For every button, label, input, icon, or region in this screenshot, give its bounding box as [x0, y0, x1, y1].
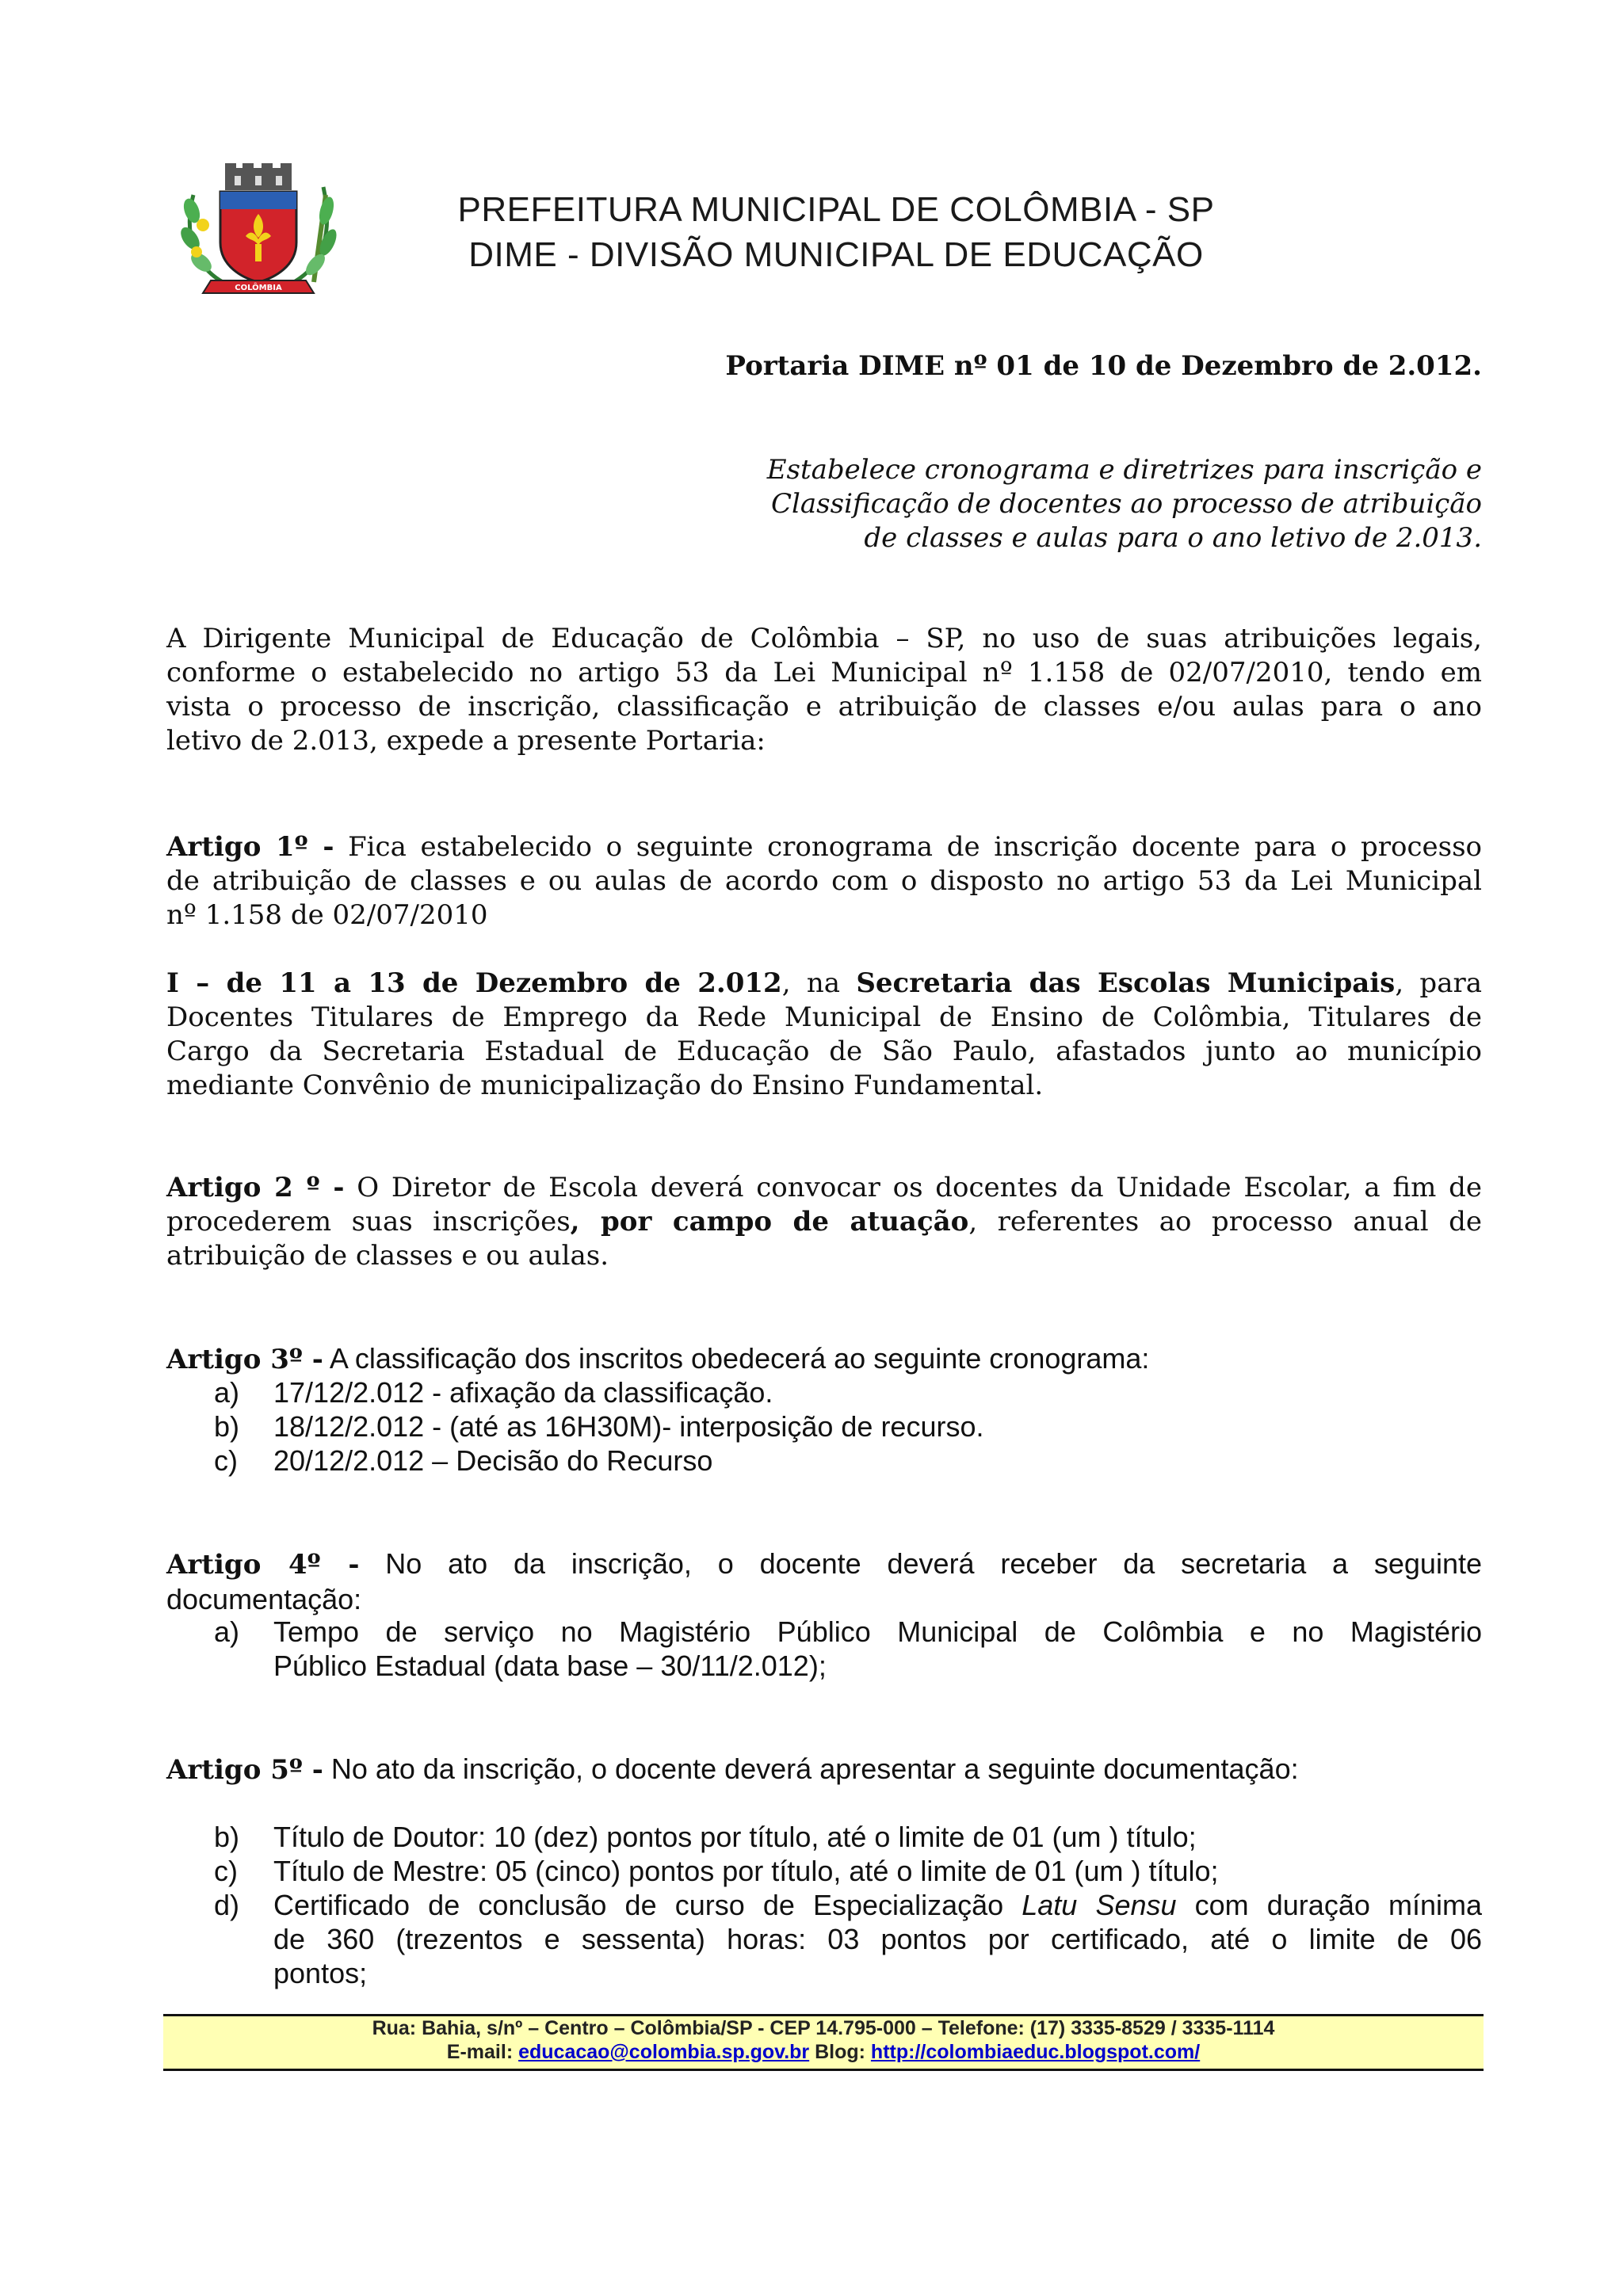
email-link[interactable]: educacao@colombia.sp.gov.br [518, 2041, 810, 2063]
artigo-2-line: Artigo 2 º - O Diretor de Escola deverá convocar os docentes da Unidade Escolar, a fim de [166, 1172, 1482, 1203]
artigo-2-label: Artigo 2 º - [166, 1172, 345, 1203]
ementa-line: Classificação de docentes ao processo de atribuição [771, 488, 1482, 520]
crest-banner [203, 280, 314, 293]
artigo-2-paragraph [166, 1171, 1482, 1273]
footer-address: Rua: Bahia, s/nº – Centro – Colômbia/SP - CEP 14.795-000 – Telefone: (17) 3335-8529 / 3335-1114 [372, 2017, 1275, 2039]
inciso-1-line: Cargo da Secretaria Estadual de Educação de São Paulo, afastados junto ao município [166, 1035, 1482, 1067]
artigo-1-label: Artigo 1º - [166, 831, 334, 863]
coat-of-arms-logo [179, 163, 338, 298]
crest-mural-crown [225, 163, 292, 190]
artigo-4-line: Artigo 4º - No ato da inscrição, o docente deverá receber da secretaria a seguinte [166, 1547, 1482, 1581]
footer-contacts: E-mail: educacao@colombia.sp.gov.br Blog: http://colombiaeduc.blogspot.com/ [446, 2041, 1201, 2063]
crest-right-branch [294, 187, 338, 282]
preambulo-line: vista o processo de inscrição, classificação e atribuição de classes e/ou aulas para o ano [166, 691, 1482, 723]
artigo-1-line: de atribuição de classes e ou aulas de acordo com o disposto no artigo 53 da Lei Municipal [166, 865, 1482, 897]
page-footer [163, 2014, 1484, 2071]
document-page: COLÔMBIA PREFEITURA MUNICIPAL DE COLÔMBIA - SP DIME - DIVISÃO MUNICIPAL DE EDUCAÇÃO Portaria DIME nº 01 de 10 de Dezembro de 2.012. Estabelece cronograma e diretrizes para inscrição e Classificação de docentes ao processo de atribuição de classes e aulas para o ano letivo de 2.013. A Dirigente Municipal de Educação de Colômbia – SP, no uso de suas atribuições legais, conforme o estabelecido no artigo 53 da Lei Municipal nº 1.158 de 02/07/2010, tendo em vista o processo de inscrição, classificação e atribuição de classes e/ou aulas para o ano letivo de 2.013, expede a presente Portaria: Artigo 1º - Fica estabelecido o seguinte cronograma de inscrição docente para o processo de atribuição de classes e ou aulas de acordo com o disposto no artigo 53 da Lei Municipal nº 1.158 de 02/07/2010 I – de 11 a 13 de Dezembro de 2.012, na Secretaria das Escolas Municipais, para Docentes Titulares de Emprego da Rede Municipal de Ensino de Colômbia, Titulares de Cargo da Secretaria Estadual de Educação de São Paulo, afastados junto ao município mediante Convênio de municipalização do Ensino Fundamental. Artigo 2 º - O Diretor de Escola deverá convocar os docentes da Unidade Escolar, a fim de procederem suas inscrições, por campo de atuação, referentes ao processo anual de atribuição de classes e ou aulas. Artigo 3º - A classificação dos inscritos obedecerá ao seguinte cronograma: a) 17/12/2.012 - afixação da classificação. b) 18/12/2.012 - (até as 16H30M)- interposição de recurso. c) 20/12/2.012 – Decisão do Recurso Artigo 4º - No ato da inscrição, o docente deverá receber da secretaria a seguinte documentação: a) Tempo de serviço no Magistério Público Municipal de Colômbia e no Magistério Público Estadual (data base – 30/11/2.012); Artigo 5º - No ato da inscrição, o docente deverá apresentar a seguinte documentação: b) Título de Doutor: 10 (dez) pontos por título, até o limite de 01 (um ) título; c) Título de Mestre: 05 (cinco) pontos por título, até o limite de 01 (um ) título; d) Certificado de conclusão de curso de Especialização Latu Sensu com duração mínima de 360 (trezentos e sessenta) horas: 03 pontos por certificado, até o limite de 06 pontos; Rua: Bahia, s/nº – Centro – Colômbia/SP - CEP 14.795-000 – Telefone: (17) 3335-8529 / 3335-1114 E-mail: educacao@colombia.sp.gov.br Blog: http://colombiaeduc.blogspot.com/ [0, 0, 1623, 2296]
ementa-line: Estabelece cronograma e diretrizes para inscrição e [766, 454, 1482, 486]
artigo-1-line: nº 1.158 de 02/07/2010 [166, 899, 488, 931]
artigo-5-label: Artigo 5º - [166, 1754, 323, 1786]
inciso-1-line: Docentes Titulares de Emprego da Rede Municipal de Ensino de Colômbia, Titulares de [166, 1001, 1482, 1033]
artigo-4-label: Artigo 4º - [166, 1549, 360, 1581]
inciso-1-line: mediante Convênio de municipalização do Ensino Fundamental. [166, 1070, 1044, 1101]
artigo-5-text: No ato da inscrição, o docente deverá apresentar a seguinte documentação: [323, 1753, 1299, 1785]
preambulo-line: letivo de 2.013, expede a presente Portaria: [166, 725, 766, 757]
artigo-5-heading [166, 1752, 1482, 1787]
blog-link[interactable]: http://colombiaeduc.blogspot.com/ [870, 2041, 1201, 2063]
artigo-3-label: Artigo 3º - [166, 1344, 323, 1375]
artigo-4-line: documentação: [166, 1583, 362, 1615]
crest-banner-text: COLÔMBIA [235, 284, 282, 292]
inciso-1-line: I – de 11 a 13 de Dezembro de 2.012, na Secretaria das Escolas Municipais, para [166, 967, 1482, 999]
portaria-title: Portaria DIME nº 01 de 10 de Dezembro de 2.012. [725, 350, 1482, 382]
crest-shield [220, 192, 296, 282]
ementa-line: de classes e aulas para o ano letivo de 2.013. [864, 522, 1482, 554]
header-title-prefeitura: PREFEITURA MUNICIPAL DE COLÔMBIA - SP [457, 190, 1215, 229]
inciso-1-label: I – de 11 a 13 de Dezembro de 2.012 [166, 967, 782, 999]
artigo-1-paragraph [166, 830, 1482, 933]
preambulo-line: A Dirigente Municipal de Educação de Colômbia – SP, no uso de suas atribuições legais, [166, 623, 1482, 654]
artigo-2-line: atribuição de classes e ou aulas. [166, 1240, 609, 1272]
artigo-1-line: Artigo 1º - Fica estabelecido o seguinte cronograma de inscrição docente para o processo [166, 831, 1482, 863]
header-title-dime: DIME - DIVISÃO MUNICIPAL DE EDUCAÇÃO [468, 235, 1204, 274]
artigo-3-text: A classificação dos inscritos obedecerá ao seguinte cronograma: [323, 1342, 1150, 1375]
preambulo-line: conforme o estabelecido no artigo 53 da Lei Municipal nº 1.158 de 02/07/2010, tendo em [166, 657, 1482, 688]
inciso-1-paragraph [166, 967, 1482, 1103]
artigo-2-line: procederem suas inscrições, por campo de atuação, referentes ao processo anual de [166, 1206, 1482, 1238]
crest-left-branch [179, 195, 223, 282]
artigo-4-paragraph [166, 1547, 1482, 1616]
preambulo-paragraph [166, 622, 1482, 758]
artigo-3-heading [166, 1341, 1482, 1377]
ementa [689, 453, 1482, 555]
